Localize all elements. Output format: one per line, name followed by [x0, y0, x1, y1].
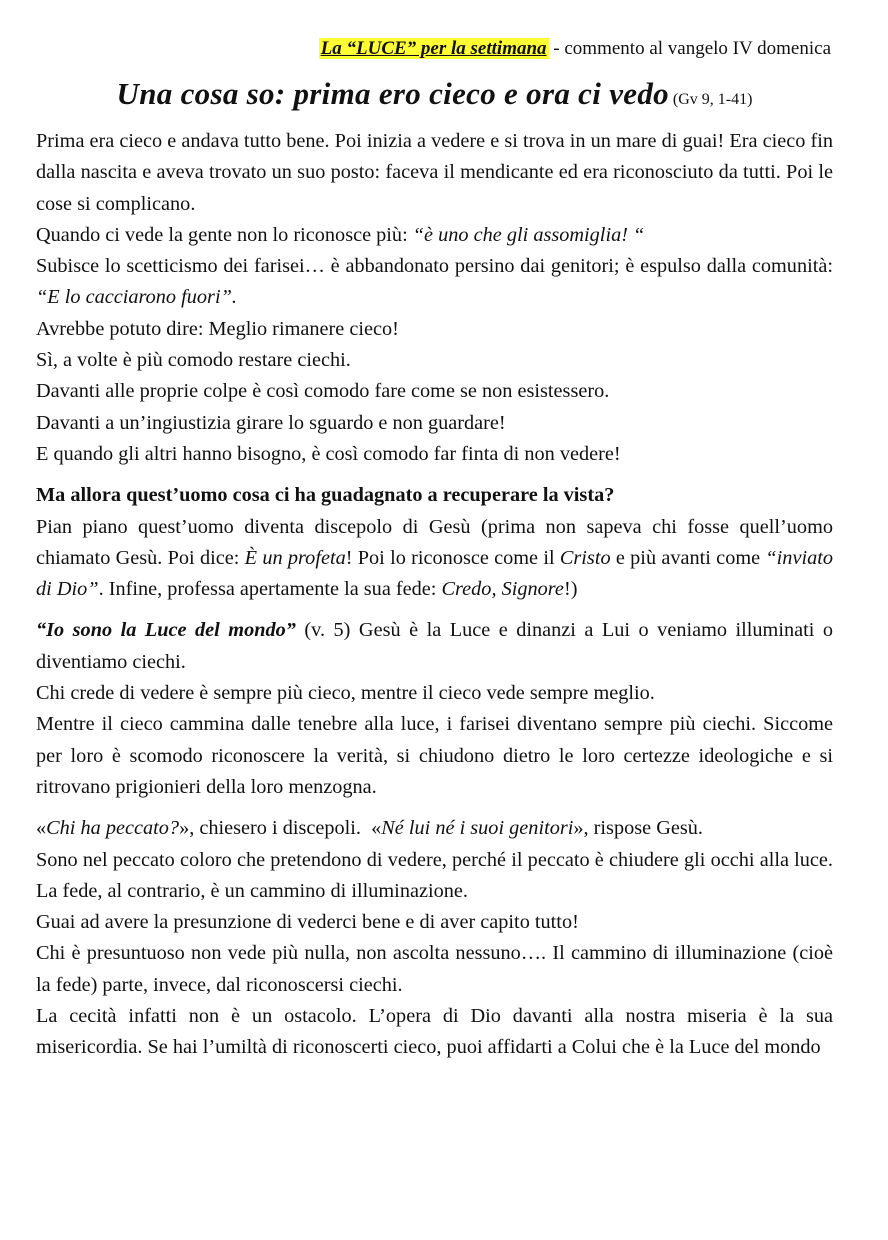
title-reference: (Gv 9, 1-41)	[668, 91, 753, 108]
text-run: Subisce lo scetticismo dei farisei… è abbandonato persino dai genitori; è espulso dalla comunità:	[36, 255, 833, 278]
text-line: Avrebbe potuto dire: Meglio rimanere cieco!	[36, 317, 399, 340]
text-line: Guai ad avere la presunzione di vederci bene e di aver capito tutto!	[36, 911, 579, 934]
italic-run: Chi ha peccato?	[46, 817, 180, 840]
paragraph-dialogue	[36, 813, 833, 844]
italic-run: Né lui né i suoi genitori	[381, 817, 574, 840]
paragraph-mercy: La cecità infatti non è un ostacolo. L’opera di Dio davanti alla nostra miseria è la sua misericordia. Se hai l’umiltà di riconoscerti cieco, puoi affidarti a Colui che è la Luce del mondo	[36, 1005, 833, 1059]
page-header	[36, 36, 831, 62]
text-run: Pian piano quest’uomo diventa discepolo di Gesù (prima non sapeva chi fosse quell’uomo chiamato Gesù. Poi dice:	[36, 515, 833, 569]
text-line: Chi crede di vedere è sempre più cieco, mentre il cieco vede sempre meglio.	[36, 682, 655, 705]
text-line: Sì, a volte è più comodo restare ciechi.	[36, 349, 351, 372]
quote-run: “è uno che gli assomiglia! “	[412, 223, 645, 246]
quote-run: “E lo cacciarono fuori”.	[36, 286, 237, 309]
italic-run: “inviato di Dio”	[36, 546, 833, 601]
paragraph-sin: Sono nel peccato coloro che pretendono di vedere, perché il peccato è chiudere gli occhi alla luce. La fede, al contrario, è un cammino di illuminazione.	[36, 848, 833, 902]
text-run: !)	[563, 578, 578, 601]
paragraph-light	[36, 615, 833, 678]
title-main: Una cosa so: prima ero cieco e ora ci vedo	[116, 76, 669, 111]
text-run: Quando ci vede la gente non lo riconosce più:	[36, 223, 413, 246]
document-body	[36, 126, 833, 1064]
text-run: e più avanti come	[610, 546, 766, 569]
quote-run: “Io sono la Luce del mondo”	[36, 619, 296, 642]
paragraph-pharisees	[36, 251, 833, 314]
text-run: », chiesero i discepoli. «	[179, 817, 382, 840]
text-run: (v. 5) Gesù è la Luce e dinanzi a Lui o veniamo illuminati o diventiamo ciechi.	[36, 619, 833, 673]
paragraph-disciple	[36, 512, 833, 606]
header-highlight: La “LUCE” per la settimana	[320, 38, 547, 59]
page-title	[36, 74, 833, 120]
italic-run: Cristo	[559, 546, 611, 569]
section-heading: Ma allora quest’uomo cosa ci ha guadagnato a recuperare la vista?	[36, 484, 615, 507]
text-line: Davanti alle proprie colpe è così comodo fare come se non esistessero.	[36, 380, 610, 403]
text-run: », rispose Gesù.	[573, 817, 703, 840]
document-page	[36, 36, 833, 1064]
italic-run: È un profeta	[244, 546, 346, 569]
paragraph-blind: Mentre il cieco cammina dalle tenebre alla luce, i farisei diventano sempre più ciechi. Siccome per loro è scomodo riconoscere la verità, si chiudono dietro le loro certezze ideologiche e si ritrovano prigionieri della loro menzogna.	[36, 713, 833, 798]
italic-run: Credo, Signore	[441, 578, 564, 601]
text-run: «	[36, 817, 47, 840]
text-run: ! Poi lo riconosce come il	[345, 546, 560, 569]
text-line: E quando gli altri hanno bisogno, è così comodo far finta di non vedere!	[36, 442, 621, 465]
paragraph-intro: Prima era cieco e andava tutto bene. Poi inizia a vedere e si trova in un mare di guai! Era cieco fin dalla nascita e aveva trovato un suo posto: faceva il mendicante ed era riconosciuto da tutti. Poi le cose si complicano.	[36, 130, 833, 215]
text-run: . Infine, professa apertamente la sua fede:	[98, 578, 442, 601]
text-line: Davanti a un’ingiustizia girare lo sguardo e non guardare!	[36, 411, 506, 434]
paragraph-people	[36, 220, 833, 251]
paragraph-presumption: Chi è presuntuoso non vede più nulla, non ascolta nessuno…. Il cammino di illuminazione (cioè la fede) parte, invece, dal riconoscersi ciechi.	[36, 942, 833, 996]
header-subtitle: - commento al vangelo IV domenica	[548, 38, 831, 59]
